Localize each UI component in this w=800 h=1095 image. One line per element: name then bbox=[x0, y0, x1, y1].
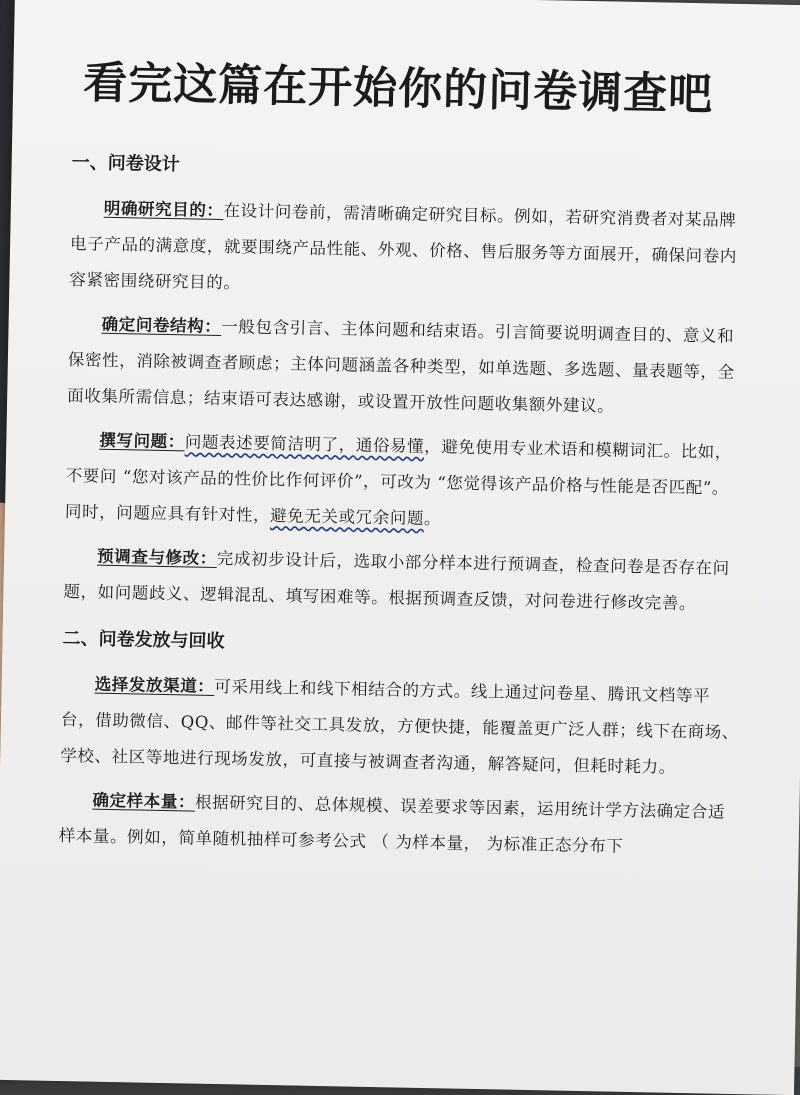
paragraph-text: 根据研究目的、总体规模、误差要求等因素，运用统计学方法确定合适样本量。例如，简单随机抽样可参考公式 （ 为样本量， 为标准正态分布下 bbox=[58, 792, 726, 856]
paragraph-clarify-goal bbox=[69, 190, 751, 311]
paragraph-text: 一般包含引言、主体问题和结束语。引言简要说明调查目的、意义和保密性，消除被调查者顾虑；主体问题涵盖各种类型，如单选题、多选题、量表题等，全面收集所需信息；结束语可表达感谢，或设置开放性问题收集额外建议。 bbox=[67, 317, 735, 416]
term-label: 明确研究目的： bbox=[103, 198, 224, 221]
paragraph-text: ，避免使用专业术语和模糊词汇。比如，不要问 “您对该产品的性价比作何评价”，可改为 “您觉得该产品价格与性能是否匹配”。同时，问题应具有针对性， bbox=[64, 436, 733, 525]
paragraph-text: 。 bbox=[423, 508, 442, 529]
term-label: 确定问卷结构： bbox=[101, 314, 222, 337]
section-questionnaire-design bbox=[63, 148, 752, 623]
paragraph-sample-size bbox=[58, 782, 739, 867]
term-label: 预调查与修改： bbox=[96, 546, 218, 568]
section-heading: 一、问卷设计 bbox=[71, 152, 180, 176]
paragraph-channels bbox=[60, 666, 742, 787]
paragraph-structure bbox=[67, 306, 749, 427]
wavy-underlined-text: 避免无关或冗余问题 bbox=[269, 505, 425, 528]
section-distribution bbox=[58, 624, 742, 867]
wavy-underlined-text: 问题表述要简洁明了，通俗易懂 bbox=[184, 432, 425, 456]
term-label: 确定样本量： bbox=[92, 790, 196, 812]
paragraph-text: 可采用线上和线下相结合的方式。线上通过问卷星、腾讯文档等平台，借助微信、QQ、邮件等社交工具发放，方便快捷，能覆盖更广泛人群；线下在商场、学校、社区等地进行现场发放，可直接与被调查者沟通，解答疑问，但耗时耗力。 bbox=[60, 676, 740, 777]
paragraph-text: 在设计问卷前，需清晰确定研究目标。例如，若研究消费者对某品牌电子产品的满意度，就要围绕产品性能、外观、价格、售后服务等方面展开，确保问卷内容紧密围绕研究目的。 bbox=[69, 201, 738, 293]
term-label: 撰写问题： bbox=[99, 430, 186, 452]
term-label: 选择发放渠道： bbox=[94, 674, 215, 696]
paragraph-text: 完成初步设计后，选取小部分样本进行预调查，检查问卷是否存在问题，如问题歧义、逻辑混乱、填写困难等。根据预调查反馈，对问卷进行修改完善。 bbox=[63, 548, 730, 614]
document-body bbox=[58, 46, 754, 875]
paragraph-pretest bbox=[63, 538, 744, 623]
section-heading: 二、问卷发放与回收 bbox=[62, 628, 225, 653]
paragraph-write-questions bbox=[65, 422, 747, 543]
document-title: 看完这篇在开始你的问卷调查吧 bbox=[82, 57, 714, 121]
